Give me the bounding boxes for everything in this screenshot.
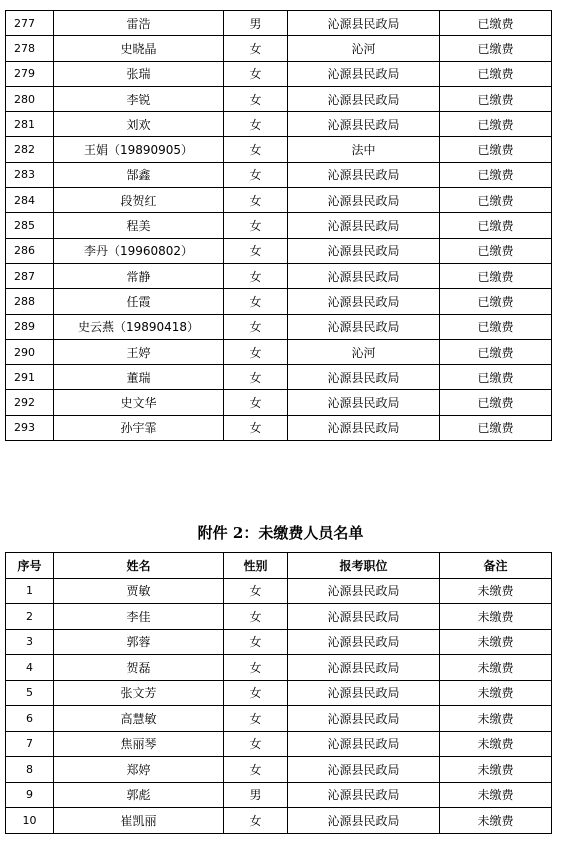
cell-name: 史文华 (54, 390, 224, 415)
table-row (6, 339, 552, 364)
cell-gender: 女 (224, 137, 288, 162)
table-row (6, 706, 552, 732)
cell-name: 郜鑫 (54, 162, 224, 187)
cell-remark: 未缴费 (440, 629, 552, 655)
cell-position: 沁源县民政局 (288, 11, 440, 36)
cell-remark: 已缴费 (440, 213, 552, 238)
cell-gender: 女 (224, 213, 288, 238)
cell-name: 程美 (54, 213, 224, 238)
cell-no: 285 (6, 213, 54, 238)
cell-gender: 女 (224, 578, 288, 604)
cell-remark: 已缴费 (440, 339, 552, 364)
cell-gender: 女 (224, 289, 288, 314)
cell-position: 沁源县民政局 (288, 61, 440, 86)
cell-name: 张文芳 (54, 680, 224, 706)
cell-no: 282 (6, 137, 54, 162)
cell-no: 3 (6, 629, 54, 655)
table-row (6, 757, 552, 783)
paid-list-table (5, 10, 552, 441)
cell-position: 沁源县民政局 (288, 415, 440, 440)
unpaid-list-table (5, 552, 552, 834)
cell-position: 沁源县民政局 (288, 782, 440, 808)
cell-position: 沁源县民政局 (288, 238, 440, 263)
cell-no: 284 (6, 188, 54, 213)
cell-gender: 女 (224, 680, 288, 706)
cell-no: 8 (6, 757, 54, 783)
cell-no: 2 (6, 604, 54, 630)
cell-name: 贾敏 (54, 578, 224, 604)
cell-gender: 女 (224, 604, 288, 630)
table-row (6, 11, 552, 36)
cell-no: 5 (6, 680, 54, 706)
cell-remark: 已缴费 (440, 390, 552, 415)
table-row (6, 263, 552, 288)
cell-position: 沁源县民政局 (288, 680, 440, 706)
cell-no: 4 (6, 655, 54, 681)
table-row (6, 112, 552, 137)
cell-no: 288 (6, 289, 54, 314)
cell-name: 郭彪 (54, 782, 224, 808)
cell-remark: 已缴费 (440, 263, 552, 288)
cell-position: 沁源县民政局 (288, 731, 440, 757)
cell-gender: 女 (224, 238, 288, 263)
cell-gender: 女 (224, 263, 288, 288)
cell-position: 沁源县民政局 (288, 162, 440, 187)
cell-name: 郑婷 (54, 757, 224, 783)
cell-remark: 已缴费 (440, 314, 552, 339)
cell-name: 雷浩 (54, 11, 224, 36)
header-gender: 性别 (224, 553, 288, 579)
cell-remark: 已缴费 (440, 86, 552, 111)
cell-no: 293 (6, 415, 54, 440)
cell-gender: 女 (224, 162, 288, 187)
cell-name: 董瑞 (54, 365, 224, 390)
cell-name: 李佳 (54, 604, 224, 630)
cell-remark: 已缴费 (440, 11, 552, 36)
cell-remark: 未缴费 (440, 757, 552, 783)
cell-remark: 未缴费 (440, 655, 552, 681)
cell-remark: 已缴费 (440, 415, 552, 440)
cell-gender: 女 (224, 415, 288, 440)
cell-name: 任霞 (54, 289, 224, 314)
cell-no: 6 (6, 706, 54, 732)
cell-name: 贺磊 (54, 655, 224, 681)
cell-name: 孙宇霏 (54, 415, 224, 440)
cell-gender: 男 (224, 11, 288, 36)
table-row (6, 578, 552, 604)
cell-gender: 女 (224, 808, 288, 834)
table-row (6, 808, 552, 834)
cell-no: 290 (6, 339, 54, 364)
cell-no: 283 (6, 162, 54, 187)
cell-name: 李丹（19960802） (54, 238, 224, 263)
cell-remark: 已缴费 (440, 238, 552, 263)
cell-no: 277 (6, 11, 54, 36)
cell-remark: 已缴费 (440, 365, 552, 390)
cell-position: 沁源县民政局 (288, 808, 440, 834)
cell-name: 史晓晶 (54, 36, 224, 61)
table-row (6, 629, 552, 655)
cell-remark: 未缴费 (440, 808, 552, 834)
cell-name: 张瑞 (54, 61, 224, 86)
table-row (6, 137, 552, 162)
unpaid-header-row (6, 553, 552, 579)
table-row (6, 731, 552, 757)
cell-position: 沁源县民政局 (288, 578, 440, 604)
cell-gender: 女 (224, 36, 288, 61)
cell-position: 沁源县民政局 (288, 314, 440, 339)
cell-remark: 未缴费 (440, 680, 552, 706)
table-row (6, 36, 552, 61)
cell-gender: 女 (224, 339, 288, 364)
cell-gender: 女 (224, 390, 288, 415)
header-name: 姓名 (54, 553, 224, 579)
cell-remark: 已缴费 (440, 162, 552, 187)
cell-position: 沁源县民政局 (288, 263, 440, 288)
header-no: 序号 (6, 553, 54, 579)
cell-no: 9 (6, 782, 54, 808)
table-row (6, 238, 552, 263)
cell-gender: 女 (224, 112, 288, 137)
cell-remark: 已缴费 (440, 137, 552, 162)
header-remark: 备注 (440, 553, 552, 579)
cell-remark: 未缴费 (440, 604, 552, 630)
cell-gender: 女 (224, 365, 288, 390)
cell-position: 沁河 (288, 339, 440, 364)
cell-no: 280 (6, 86, 54, 111)
cell-no: 292 (6, 390, 54, 415)
cell-remark: 已缴费 (440, 289, 552, 314)
table-row (6, 680, 552, 706)
cell-position: 沁源县民政局 (288, 629, 440, 655)
cell-position: 沁源县民政局 (288, 706, 440, 732)
cell-name: 史云燕（19890418） (54, 314, 224, 339)
cell-no: 287 (6, 263, 54, 288)
table-row (6, 213, 552, 238)
cell-position: 沁源县民政局 (288, 365, 440, 390)
cell-position: 沁源县民政局 (288, 757, 440, 783)
table-row (6, 655, 552, 681)
table-row (6, 314, 552, 339)
cell-remark: 已缴费 (440, 112, 552, 137)
cell-no: 289 (6, 314, 54, 339)
cell-name: 焦丽琴 (54, 731, 224, 757)
table-row (6, 61, 552, 86)
cell-name: 李锐 (54, 86, 224, 111)
cell-position: 法中 (288, 137, 440, 162)
cell-position: 沁源县民政局 (288, 604, 440, 630)
cell-gender: 女 (224, 629, 288, 655)
cell-gender: 女 (224, 706, 288, 732)
table-row (6, 86, 552, 111)
cell-gender: 女 (224, 61, 288, 86)
cell-position: 沁源县民政局 (288, 390, 440, 415)
cell-name: 常静 (54, 263, 224, 288)
cell-no: 10 (6, 808, 54, 834)
table-row (6, 390, 552, 415)
cell-remark: 未缴费 (440, 706, 552, 732)
cell-name: 崔凯丽 (54, 808, 224, 834)
cell-remark: 已缴费 (440, 188, 552, 213)
table-row (6, 188, 552, 213)
cell-gender: 女 (224, 86, 288, 111)
cell-no: 278 (6, 36, 54, 61)
cell-name: 郭蓉 (54, 629, 224, 655)
cell-no: 286 (6, 238, 54, 263)
cell-position: 沁源县民政局 (288, 86, 440, 111)
unpaid-list-body (6, 578, 552, 833)
cell-gender: 女 (224, 655, 288, 681)
table-row (6, 604, 552, 630)
cell-no: 1 (6, 578, 54, 604)
cell-no: 281 (6, 112, 54, 137)
cell-name: 王婷 (54, 339, 224, 364)
cell-remark: 未缴费 (440, 782, 552, 808)
cell-gender: 女 (224, 731, 288, 757)
cell-no: 7 (6, 731, 54, 757)
unpaid-list-title: 附件 2：未缴费人员名单 (197, 524, 364, 542)
table-row (6, 365, 552, 390)
cell-position: 沁源县民政局 (288, 188, 440, 213)
header-position: 报考职位 (288, 553, 440, 579)
cell-position: 沁源县民政局 (288, 213, 440, 238)
cell-remark: 未缴费 (440, 731, 552, 757)
cell-name: 高慧敏 (54, 706, 224, 732)
table-row (6, 162, 552, 187)
cell-no: 291 (6, 365, 54, 390)
cell-gender: 女 (224, 314, 288, 339)
table-row (6, 289, 552, 314)
cell-name: 刘欢 (54, 112, 224, 137)
table-row (6, 782, 552, 808)
cell-position: 沁源县民政局 (288, 289, 440, 314)
cell-no: 279 (6, 61, 54, 86)
cell-gender: 女 (224, 188, 288, 213)
cell-remark: 已缴费 (440, 61, 552, 86)
cell-remark: 未缴费 (440, 578, 552, 604)
cell-remark: 已缴费 (440, 36, 552, 61)
cell-gender: 女 (224, 757, 288, 783)
cell-name: 段贺红 (54, 188, 224, 213)
cell-position: 沁源县民政局 (288, 655, 440, 681)
cell-position: 沁河 (288, 36, 440, 61)
table-row (6, 415, 552, 440)
cell-position: 沁源县民政局 (288, 112, 440, 137)
cell-gender: 男 (224, 782, 288, 808)
cell-name: 王娟（19890905） (54, 137, 224, 162)
paid-list-body (6, 11, 552, 441)
